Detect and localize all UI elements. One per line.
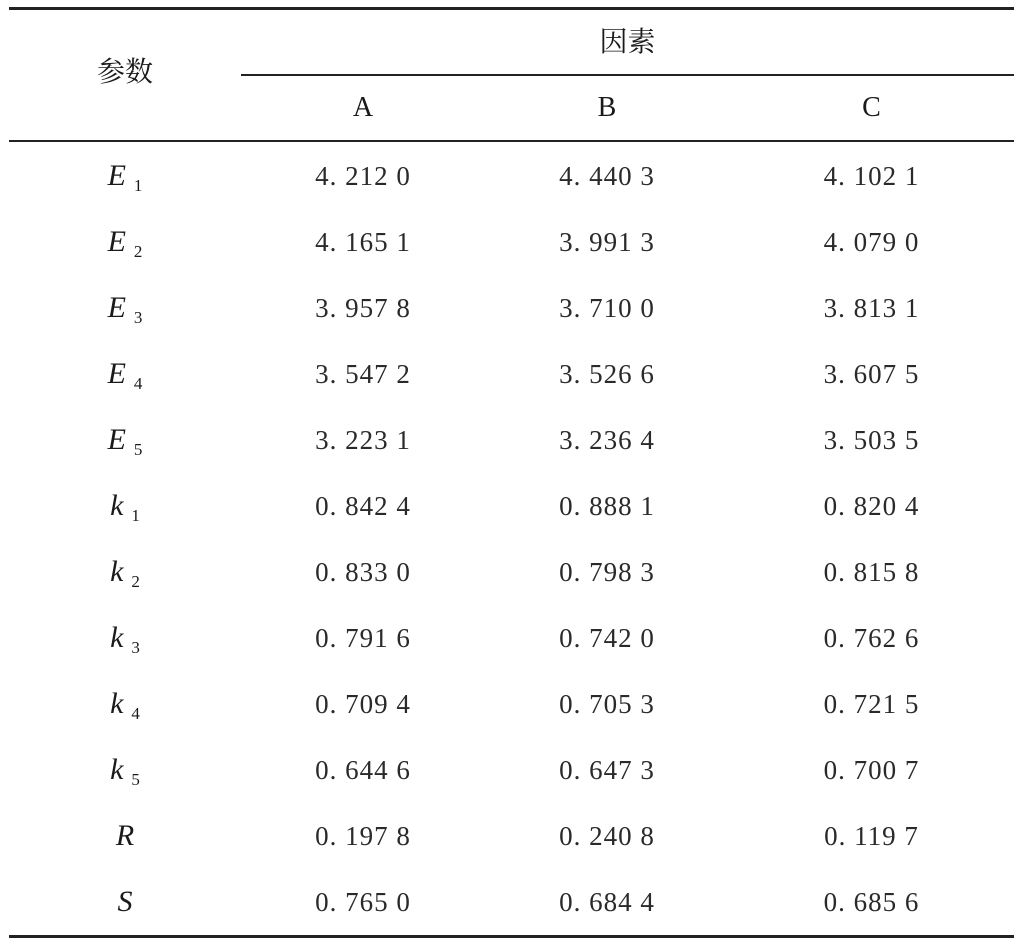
cell-c: 0. 820 4 [823,491,920,521]
row-label: k $_2$ [110,555,140,591]
cell-a: 0. 765 0 [315,887,411,917]
cell-b: 0. 798 3 [559,557,655,587]
cell-c: 0. 721 5 [823,689,920,719]
cell-b: 3. 236 4 [559,425,655,455]
row-label: k $_3$ [110,621,140,657]
table-row [0,143,1024,209]
cell-b: 0. 240 8 [559,821,655,851]
factor-sub-rule [241,74,1014,76]
row-label: E $_1$ [107,159,143,195]
cell-c: 3. 503 5 [823,425,920,455]
cell-b: 3. 710 0 [559,293,655,323]
header-col-c: C [862,92,881,123]
cell-c: 0. 685 6 [823,887,920,917]
cell-c: 0. 119 7 [824,821,919,851]
row-label: E $_5$ [107,423,143,459]
row-label: k $_1$ [110,489,140,525]
table-row [0,341,1024,407]
row-label: R [115,819,135,852]
table-row [0,275,1024,341]
cell-b: 4. 440 3 [559,161,655,191]
top-rule [9,7,1014,10]
cell-c: 3. 607 5 [823,359,920,389]
cell-a: 3. 957 8 [315,293,411,323]
cell-c: 4. 079 0 [823,227,920,257]
bottom-rule [9,935,1014,938]
row-label: S [117,885,133,918]
row-label: k $_5$ [110,753,140,789]
table-row [0,671,1024,737]
cell-b: 3. 991 3 [559,227,655,257]
cell-b: 0. 684 4 [559,887,655,917]
table-row [0,737,1024,803]
header-parameter: 参数 [96,55,153,88]
cell-a: 0. 791 6 [315,623,411,653]
cell-a: 4. 165 1 [315,227,411,257]
row-label: E $_3$ [107,291,143,327]
cell-c: 0. 762 6 [823,623,920,653]
table-row [0,407,1024,473]
table-row [0,869,1024,935]
cell-b: 0. 742 0 [559,623,655,653]
header-rule [9,140,1014,142]
cell-b: 0. 647 3 [559,755,655,785]
cell-a: 0. 709 4 [315,689,411,719]
cell-a: 0. 197 8 [315,821,411,851]
cell-b: 0. 888 1 [559,491,655,521]
table-row [0,539,1024,605]
cell-b: 3. 526 6 [559,359,655,389]
table-row [0,209,1024,275]
table-row [0,605,1024,671]
header-col-b: B [597,92,617,123]
cell-a: 0. 644 6 [315,755,411,785]
table-row [0,473,1024,539]
row-label: E $_2$ [107,225,143,261]
cell-a: 3. 223 1 [315,425,411,455]
cell-a: 0. 842 4 [315,491,411,521]
header-factor: 因素 [599,25,656,58]
table-row [0,803,1024,869]
cell-b: 0. 705 3 [559,689,655,719]
cell-c: 0. 700 7 [823,755,920,785]
cell-c: 0. 815 8 [823,557,920,587]
row-label: E $_4$ [107,357,143,393]
cell-c: 4. 102 1 [823,161,920,191]
cell-a: 3. 547 2 [315,359,411,389]
row-label: k $_4$ [110,687,140,723]
cell-c: 3. 813 1 [823,293,920,323]
cell-a: 4. 212 0 [315,161,411,191]
header-col-a: A [352,92,374,123]
cell-a: 0. 833 0 [315,557,411,587]
